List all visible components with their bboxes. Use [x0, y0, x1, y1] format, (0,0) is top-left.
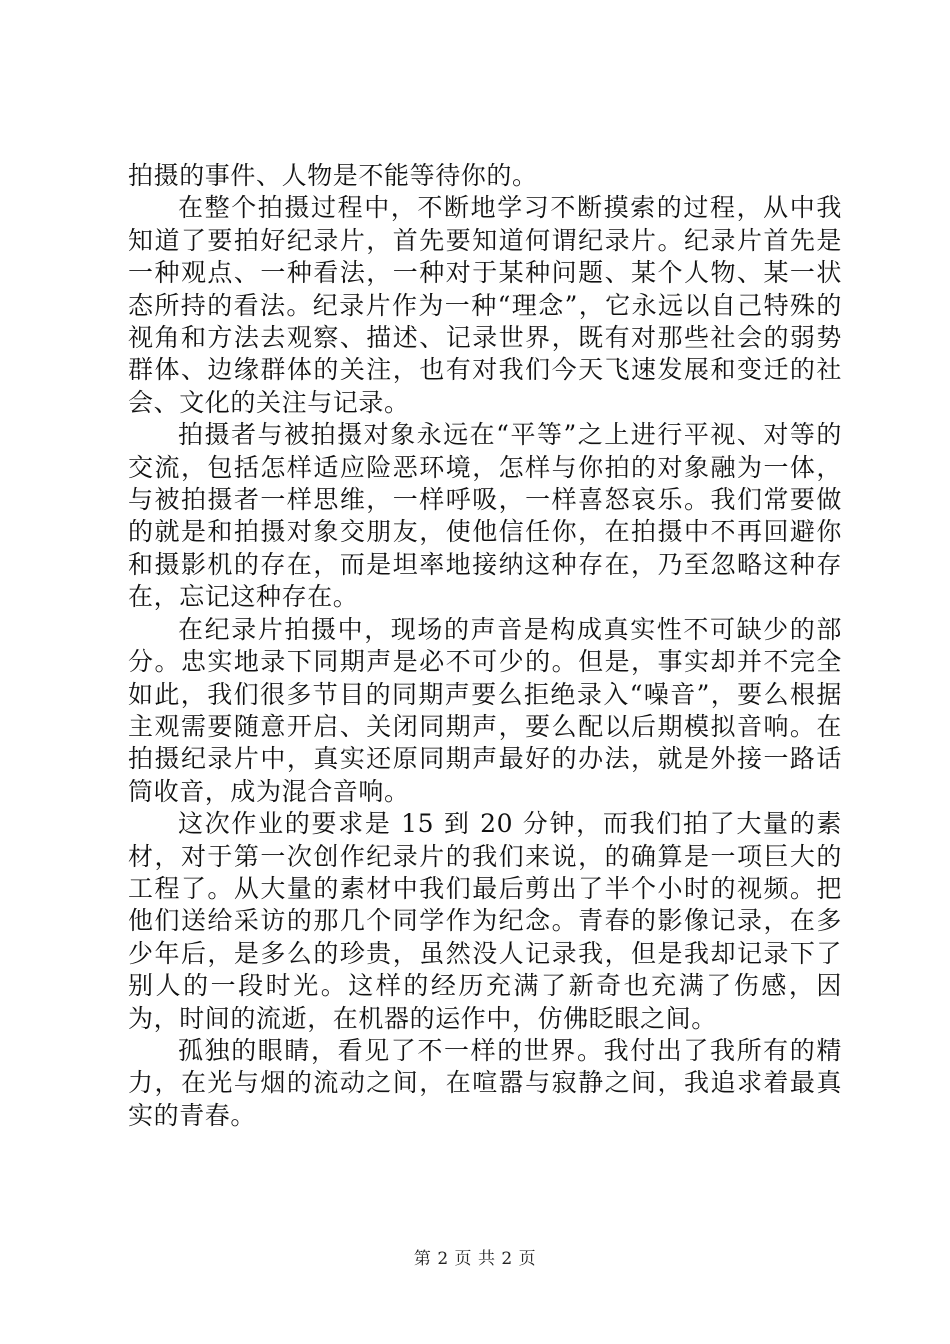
paragraph-filming-process: 在整个拍摄过程中，不断地学习不断摸索的过程，从中我知道了要拍好纪录片，首先要知道何谓纪录片。纪录片首先是一种观点、一种看法，一种对于某种问题、某个人物、某一状态所持的看法。纪录片作为一种“理念”，它永远以自己特殊的视角和方法去观察、描述、记录世界，既有对那些社会的弱势群体、边缘群体的关注，也有对我们今天飞速发展和变迁的社会、文化的关注与记录。: [128, 193, 842, 417]
page-number-footer: 第 2 页 共 2 页: [413, 1249, 537, 1269]
paragraph-assignment: 这次作业的要求是 15 到 20 分钟，而我们拍了大量的素材，对于第一次创作纪录片的我们来说，的确算是一项巨大的工程了。从大量的素材中我们最后剪出了半个小时的视频。把他们送给采访的那几个同学作为纪念。青春的影像记录，在多少年后，是多么的珍贵，虽然没人记录我，但是我却记录下了别人的一段时光。这样的经历充满了新奇也充满了伤感，因为，时间的流逝，在机器的运作中，仿佛眨眼之间。: [128, 809, 842, 1033]
paragraph-conclusion: 孤独的眼睛，看见了不一样的世界。我付出了我所有的精力，在光与烟的流动之间，在喧嚣与寂静之间，我追求着最真实的青春。: [128, 1035, 842, 1130]
paragraph-equality: 拍摄者与被拍摄对象永远在“平等”之上进行平视、对等的交流，包括怎样适应险恶环境，怎样与你拍的对象融为一体，与被拍摄者一样思维，一样呼吸，一样喜怒哀乐。我们常要做的就是和拍摄对象交朋友，使他信任你，在拍摄中不再回避你和摄影机的存在，而是坦率地接纳这种存在，乃至忽略这种存在，忘记这种存在。: [128, 420, 842, 612]
paragraph-continuation: 拍摄的事件、人物是不能等待你的。: [128, 161, 538, 190]
paragraph-live-sound: 在纪录片拍摄中，现场的声音是构成真实性不可缺少的部分。忠实地录下同期声是必不可少的。但是，事实却并不完全如此，我们很多节目的同期声要么拒绝录入“噪音”，要么根据主观需要随意开启、关闭同期声，要么配以后期模拟音响。在拍摄纪录片中，真实还原同期声最好的办法，就是外接一路话筒收音，成为混合音响。: [128, 614, 842, 806]
document-body: [128, 160, 842, 1132]
